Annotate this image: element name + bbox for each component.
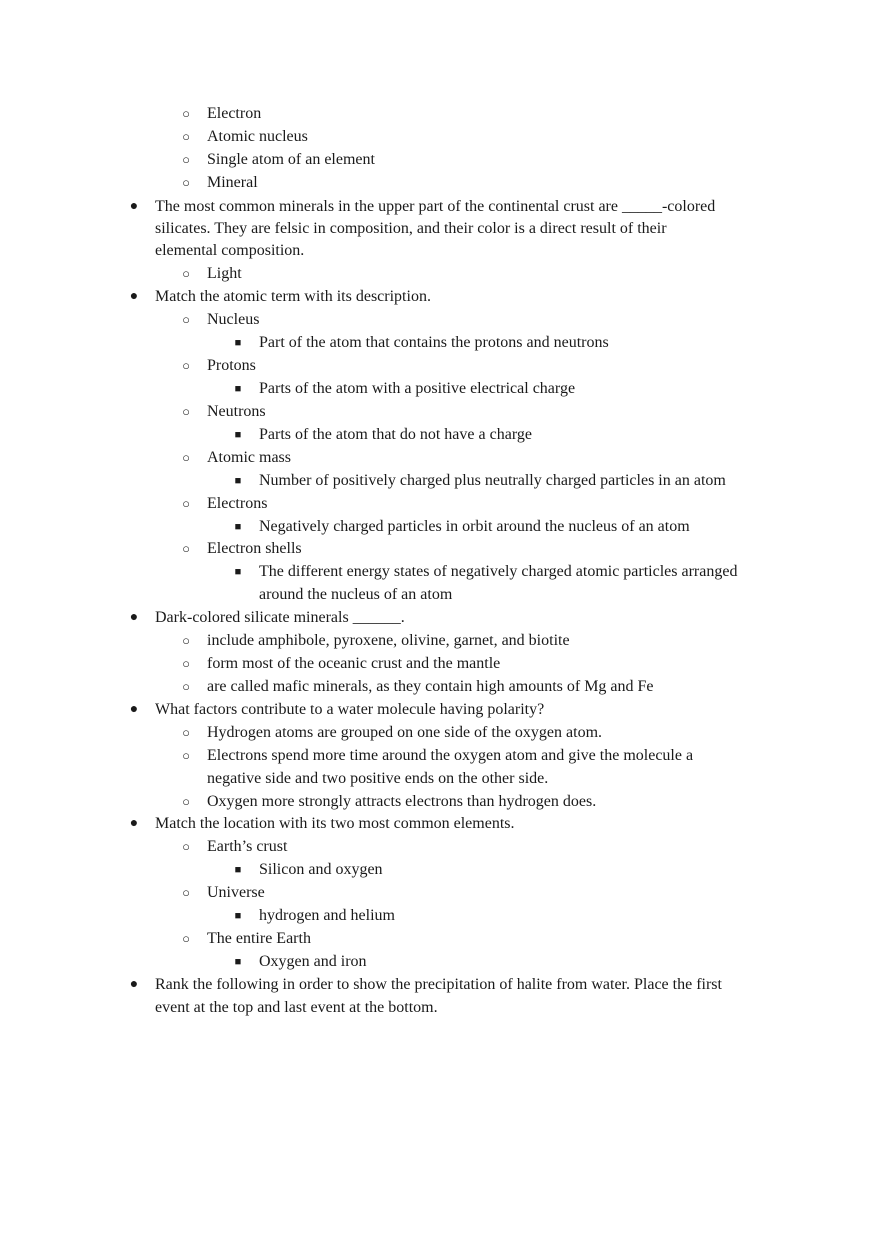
answer-item: negative side and two positive ends on the other side. <box>207 770 549 787</box>
list-bullet: ○ <box>182 152 190 167</box>
match-term: Electrons <box>207 495 268 512</box>
list-item: Electron <box>207 105 262 122</box>
match-description: hydrogen and helium <box>259 907 395 924</box>
list-bullet: ○ <box>182 129 190 144</box>
question-bullet: ● <box>129 977 139 992</box>
question-bullet: ● <box>129 816 139 831</box>
list-bullet: ■ <box>234 956 242 968</box>
match-term: Atomic mass <box>207 449 291 466</box>
list-bullet: ■ <box>234 864 242 876</box>
list-bullet: ■ <box>234 383 242 395</box>
list-bullet: ○ <box>182 748 190 763</box>
question-text: event at the top and last event at the bottom. <box>155 999 438 1016</box>
list-bullet: ■ <box>234 337 242 349</box>
question-text: The most common minerals in the upper part of the continental crust are _____-colored <box>155 198 716 215</box>
list-bullet: ■ <box>234 521 242 533</box>
match-description: Oxygen and iron <box>259 953 367 970</box>
list-bullet: ■ <box>234 475 242 487</box>
match-description: The different energy states of negatively charged atomic particles arranged <box>259 563 738 580</box>
match-term: Protons <box>207 357 256 374</box>
list-bullet: ■ <box>234 910 242 922</box>
answer-item: form most of the oceanic crust and the mantle <box>207 655 501 672</box>
question-bullet: ● <box>129 199 139 214</box>
match-description: Parts of the atom that do not have a charge <box>259 426 532 443</box>
match-description: Part of the atom that contains the protons and neutrons <box>259 334 609 351</box>
question-bullet: ● <box>129 289 139 304</box>
list-bullet: ○ <box>182 794 190 809</box>
list-bullet: ○ <box>182 450 190 465</box>
match-description: Negatively charged particles in orbit around the nucleus of an atom <box>259 518 690 535</box>
list-bullet: ○ <box>182 656 190 671</box>
list-item: Atomic nucleus <box>207 128 308 145</box>
list-bullet: ■ <box>234 429 242 441</box>
match-term: Electron shells <box>207 540 302 557</box>
list-bullet: ○ <box>182 106 190 121</box>
question-text: Rank the following in order to show the precipitation of halite from water. Place the first <box>155 976 722 993</box>
question-text: Match the atomic term with its description. <box>155 288 431 305</box>
question-bullet: ● <box>129 610 139 625</box>
list-bullet: ○ <box>182 541 190 556</box>
list-bullet: ○ <box>182 175 190 190</box>
list-bullet: ○ <box>182 358 190 373</box>
match-description: Number of positively charged plus neutrally charged particles in an atom <box>259 472 726 489</box>
list-bullet: ○ <box>182 839 190 854</box>
list-item: Mineral <box>207 174 258 191</box>
list-bullet: ○ <box>182 885 190 900</box>
answer-item: are called mafic minerals, as they contain high amounts of Mg and Fe <box>207 678 654 695</box>
question-text: What factors contribute to a water molecule having polarity? <box>155 701 545 718</box>
question-bullet: ● <box>129 702 139 717</box>
list-bullet: ○ <box>182 725 190 740</box>
match-term: Neutrons <box>207 403 266 420</box>
answer-item: Electrons spend more time around the oxygen atom and give the molecule a <box>207 747 694 764</box>
match-description: around the nucleus of an atom <box>259 586 453 603</box>
list-bullet: ○ <box>182 931 190 946</box>
match-description: Parts of the atom with a positive electrical charge <box>259 380 576 397</box>
question-text: Dark-colored silicate minerals ______. <box>155 609 405 626</box>
match-term: Nucleus <box>207 311 260 328</box>
match-term: Universe <box>207 884 265 901</box>
list-bullet: ○ <box>182 679 190 694</box>
question-text: silicates. They are felsic in composition, and their color is a direct result of their <box>155 220 667 237</box>
answer-item: include amphibole, pyroxene, olivine, garnet, and biotite <box>207 632 570 649</box>
list-bullet: ○ <box>182 633 190 648</box>
match-term: Earth’s crust <box>207 838 288 855</box>
match-term: The entire Earth <box>207 930 311 947</box>
list-item: Single atom of an element <box>207 151 375 168</box>
list-bullet: ○ <box>182 404 190 419</box>
question-text: elemental composition. <box>155 242 305 259</box>
list-bullet: ■ <box>234 566 242 578</box>
answer-item: Light <box>207 265 242 282</box>
list-bullet: ○ <box>182 266 190 281</box>
list-bullet: ○ <box>182 496 190 511</box>
answer-item: Oxygen more strongly attracts electrons than hydrogen does. <box>207 793 597 810</box>
question-text: Match the location with its two most common elements. <box>155 815 515 832</box>
answer-item: Hydrogen atoms are grouped on one side of the oxygen atom. <box>207 724 603 741</box>
match-description: Silicon and oxygen <box>259 861 383 878</box>
list-bullet: ○ <box>182 312 190 327</box>
